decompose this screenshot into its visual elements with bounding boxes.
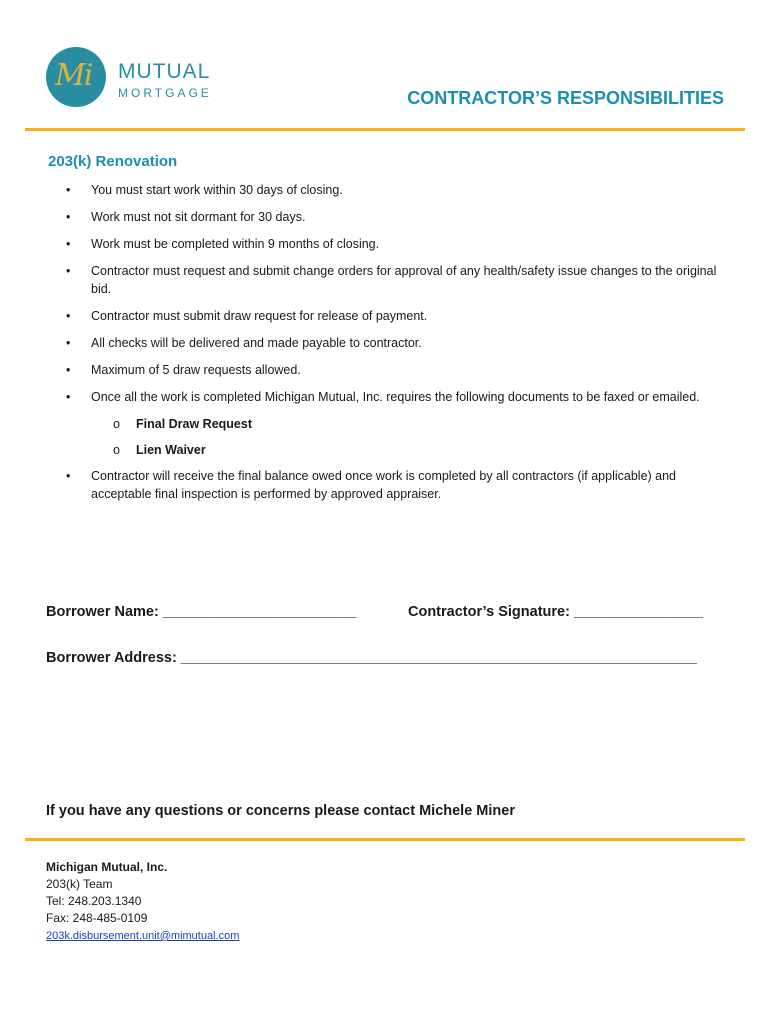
list-item-text: Contractor must request and submit change orders for approval of any health/safety issue changes to the original bid. — [91, 264, 717, 296]
sub-list-item — [0, 415, 770, 433]
bullet-icon: • — [66, 237, 71, 251]
bullet-icon: • — [66, 210, 71, 224]
logo-text-mortgage: MORTGAGE — [118, 86, 212, 100]
sub-bullet-icon: o — [113, 443, 120, 457]
list-item-text: Work must be completed within 9 months of closing. — [91, 237, 380, 251]
borrower-address-field[interactable]: Borrower Address: ________________________________________________________________ — [46, 650, 697, 666]
logo-mark: Mi — [55, 58, 92, 93]
list-item-text: Contractor will receive the final balance owed once work is completed by all contractors (if applicable) and acceptable final inspection is performed by approved appraiser. — [91, 469, 677, 501]
logo-text-mutual: MUTUAL — [118, 60, 211, 83]
section-title: 203(k) Renovation — [48, 153, 178, 170]
list-item-text: Work must not sit dormant for 30 days. — [91, 210, 306, 224]
sub-bullet-icon: o — [113, 417, 120, 431]
header-divider — [25, 128, 745, 131]
bullet-icon: • — [66, 309, 71, 323]
list-item — [0, 467, 770, 503]
bullet-icon: • — [66, 363, 71, 377]
responsibilities-list — [0, 181, 770, 512]
bullet-icon: • — [66, 336, 71, 350]
footer-company: Michigan Mutual, Inc. — [46, 860, 168, 874]
page-title: CONTRACTOR’S RESPONSIBILITIES — [407, 88, 724, 108]
footer-contact-block — [46, 859, 239, 945]
contact-line: If you have any questions or concerns please contact Michele Miner — [46, 803, 515, 819]
list-item — [0, 181, 770, 199]
footer-team: 203(k) Team — [46, 877, 113, 891]
footer-fax: Fax: 248-485-0109 — [46, 911, 148, 925]
list-item-text: You must start work within 30 days of closing. — [91, 183, 343, 197]
list-item — [0, 334, 770, 352]
list-item-text: All checks will be delivered and made payable to contractor. — [91, 336, 422, 350]
list-item — [0, 262, 770, 298]
list-item — [0, 361, 770, 379]
list-item — [0, 208, 770, 226]
footer-email-link[interactable]: 203k.disbursement.unit@mimutual.com — [46, 930, 240, 942]
list-item-text: Once all the work is completed Michigan Mutual, Inc. requires the following documents to be faxed or emailed. — [91, 390, 700, 404]
bullet-icon: • — [66, 183, 71, 197]
bullet-icon: • — [66, 469, 71, 483]
contractor-signature-field[interactable]: Contractor’s Signature: ________________ — [408, 604, 703, 620]
list-item — [0, 307, 770, 325]
borrower-name-field[interactable]: Borrower Name: ________________________ — [46, 604, 357, 620]
list-item — [0, 235, 770, 253]
company-logo — [46, 47, 212, 107]
footer-tel: Tel: 248.203.1340 — [46, 894, 142, 908]
list-item-text: Contractor must submit draw request for release of payment. — [91, 309, 428, 323]
sub-list-item — [0, 441, 770, 459]
list-item — [0, 388, 770, 406]
footer-divider — [25, 838, 745, 841]
sub-list-item-text: Lien Waiver — [136, 443, 206, 457]
sub-list-item-text: Final Draw Request — [136, 417, 252, 431]
list-item-text: Maximum of 5 draw requests allowed. — [91, 363, 301, 377]
bullet-icon: • — [66, 390, 71, 404]
bullet-icon: • — [66, 264, 71, 278]
